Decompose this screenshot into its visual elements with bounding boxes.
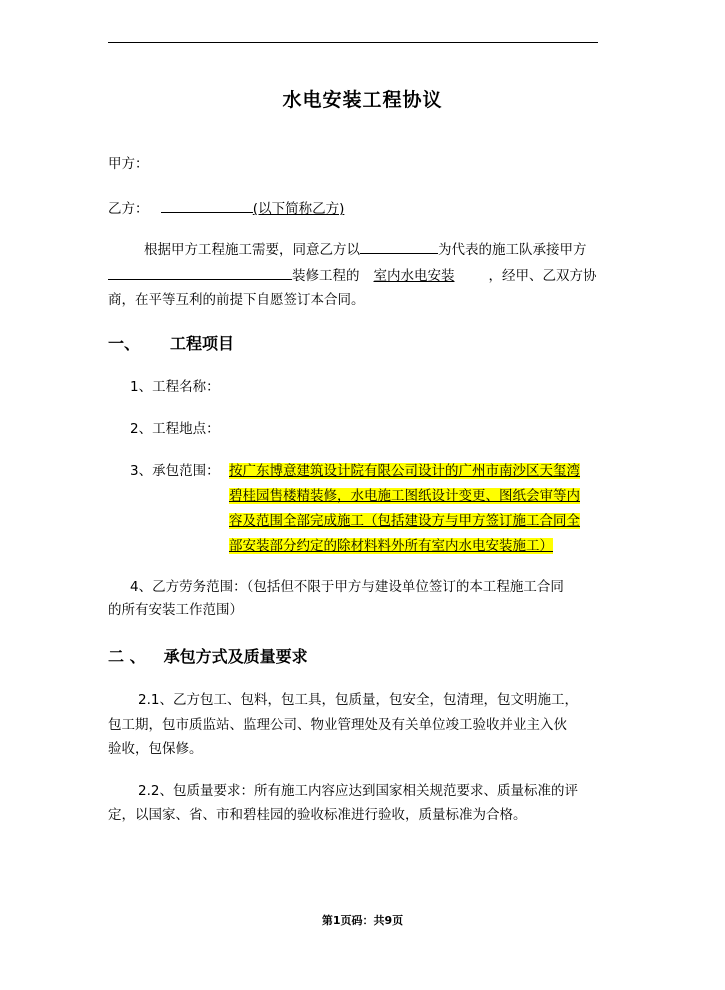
clause-2-2-line-1: 2.2、包质量要求：所有施工内容应达到国家相关规范要求、质量标准的评 — [138, 783, 578, 799]
section-2-heading — [108, 644, 308, 667]
intro-text-2a: 装修工程的 — [292, 268, 360, 284]
clause-2-1-line-3: 验收，包保修。 — [108, 741, 203, 757]
item-labor-scope-line-1: 4、乙方劳务范围：（包括但不限于甲方与建设单位签订的本工程施工合同 — [130, 579, 564, 595]
clause-2-1-line-1: 2.1、乙方包工、包料，包工具，包质量，包安全，包清理，包文明施工， — [138, 692, 578, 708]
page-footer: 第1页码：共9页 — [321, 914, 404, 927]
intro-text-2b: ，经甲、乙双方协 — [488, 268, 597, 284]
project-name-blank — [108, 265, 292, 280]
clause-2-1-line-2: 包工期，包市质监站、监理公司、物业管理处及有关单位竣工验收并业主入伙 — [108, 717, 567, 733]
party-b-line — [108, 198, 344, 218]
intro-text-1b: 为代表的施工队承接甲方 — [438, 242, 587, 258]
section-1-number: 一、 — [108, 334, 141, 353]
intro-line-3: 商，在平等互利的前提下自愿签订本合同。 — [108, 292, 365, 308]
section-1-heading — [108, 331, 234, 354]
intro-scope-underlined: 室内水电安装 — [373, 268, 455, 284]
item-labor-scope-line-2: 的所有安装工作范围） — [108, 602, 243, 618]
header-rule — [108, 42, 598, 43]
party-b-blank — [161, 198, 253, 213]
item-scope-line-4: 部安装部分约定的除材料料外所有室内水电安装施工） — [229, 538, 553, 554]
item-scope-line-3: 容及范围全部完成施工（包括建设方与甲方签订施工合同全 — [229, 513, 580, 529]
party-b-suffix: (以下简称乙方) — [252, 201, 345, 217]
clause-2-2-line-2: 定，以国家、省、市和碧桂园的验收标准进行验收，质量标准为合格。 — [108, 807, 527, 823]
item-project-location: 2、工程地点： — [130, 421, 220, 437]
representative-blank — [360, 239, 438, 254]
section-2-title: 承包方式及质量要求 — [163, 647, 308, 666]
item-project-name: 1、工程名称： — [130, 379, 220, 395]
intro-text-1a: 根据甲方工程施工需要，同意乙方以 — [144, 242, 360, 258]
document-title: 水电安装工程协议 — [282, 89, 443, 111]
party-a-label: 甲方： — [108, 156, 149, 172]
section-2-number: 二 、 — [108, 647, 146, 666]
intro-line-1 — [144, 239, 587, 259]
section-1-title: 工程项目 — [170, 334, 235, 353]
party-b-label: 乙方： — [108, 201, 149, 217]
item-scope-line-2: 碧桂园售楼精装修，水电施工图纸设计变更、图纸会审等内 — [229, 488, 580, 504]
item-scope-line-1: 按广东博意建筑设计院有限公司设计的广州市南沙区天玺湾 — [229, 463, 580, 479]
intro-line-2 — [108, 265, 597, 285]
item-scope-label: 3、承包范围： — [130, 463, 220, 479]
